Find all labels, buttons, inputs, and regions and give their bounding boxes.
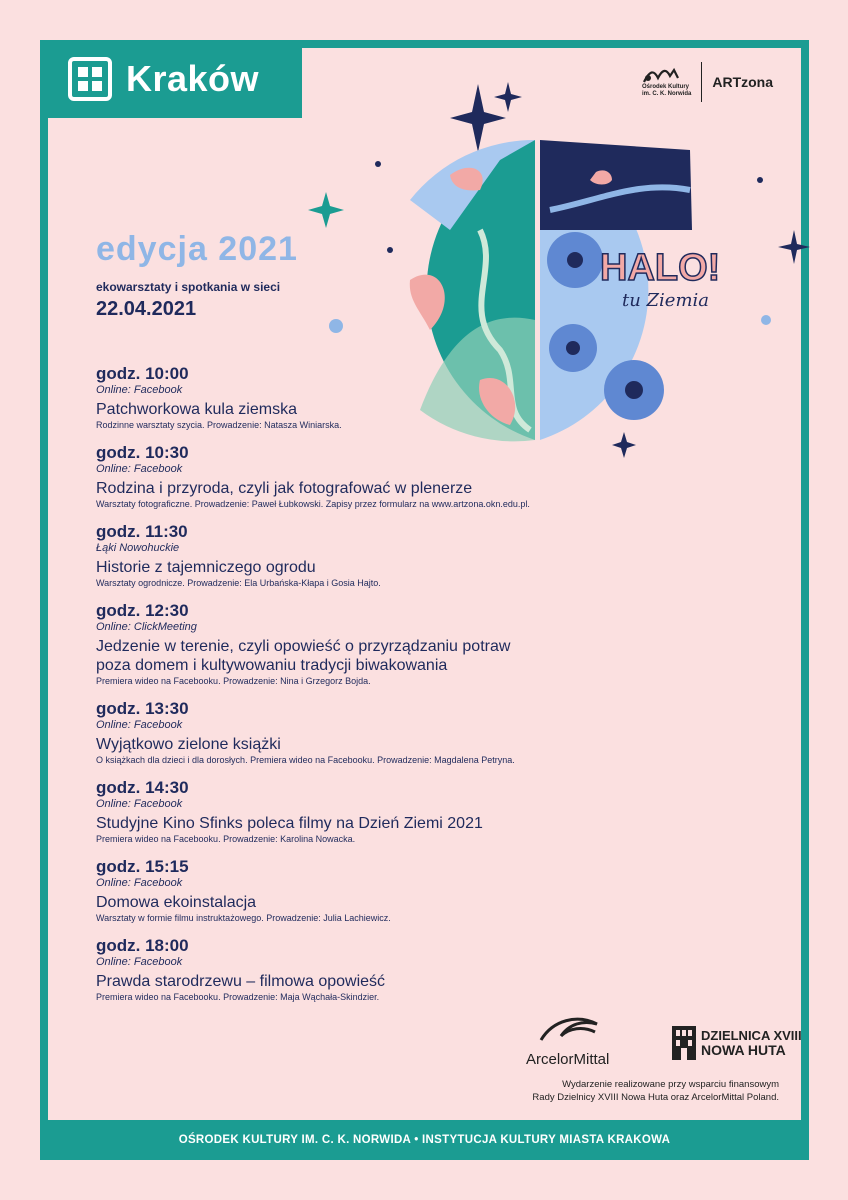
- event-description: O książkach dla dzieci i dla dorosłych. Premiera wideo na Facebooku. Prowadzenie: Magdalena Petryna.: [96, 755, 515, 765]
- arcelormittal-logo: [526, 1014, 609, 1068]
- event-title: Domowa ekoinstalacja: [96, 894, 257, 911]
- event-place: Łąki Nowohuckie: [96, 542, 180, 554]
- star-icon: [494, 82, 522, 112]
- event-title: Historie z tajemniczego ogrodu: [96, 559, 316, 576]
- ok-norwida-line1: Ośrodek Kultury: [642, 84, 690, 90]
- nowa-huta-building-icon: [672, 1026, 696, 1060]
- event-place: Online: ClickMeeting: [96, 621, 197, 633]
- event-place: Online: Facebook: [96, 463, 183, 475]
- event-description: Premiera wideo na Facebooku. Prowadzenie: Nina i Grzegorz Bojda.: [96, 676, 371, 686]
- event-place: Online: Facebook: [96, 719, 183, 731]
- artzona-logo: ARTzona: [712, 74, 774, 90]
- event-description: Warsztaty w formie filmu instruktażowego. Prowadzenie: Julia Lachiewicz.: [96, 913, 391, 923]
- event-item: [96, 699, 746, 766]
- funding-line2: Rady Dzielnicy XVIII Nowa Huta oraz ArcelorMittal Poland.: [532, 1092, 779, 1103]
- funding-line1: Wydarzenie realizowane przy wsparciu finansowym: [562, 1079, 779, 1090]
- event-place: Online: Facebook: [96, 877, 183, 889]
- event-time: godz. 10:30: [96, 443, 189, 462]
- krakow-logo-text: Kraków: [126, 58, 260, 99]
- footer-text: OŚRODEK KULTURY IM. C. K. NORWIDA • INSTYTUCJA KULTURY MIASTA KRAKOWA: [178, 1134, 671, 1146]
- event-item: [96, 857, 746, 924]
- event-description: Premiera wideo na Facebooku. Prowadzenie: Karolina Nowacka.: [96, 834, 356, 844]
- star-icon: [450, 84, 506, 152]
- event-title: Studyjne Kino Sfinks poleca filmy na Dzień Ziemi 2021: [96, 815, 483, 832]
- event-date: 22.04.2021: [96, 298, 197, 320]
- tu-ziemia-lettering: tu Ziemia: [622, 290, 710, 311]
- halo-lettering: HALO!: [600, 247, 721, 289]
- event-item: [96, 364, 746, 431]
- event-title: Prawda starodrzewu – filmowa opowieść: [96, 973, 386, 990]
- footer-bar: [40, 1120, 809, 1160]
- dzielnica-nowa-huta-logo: [672, 1026, 802, 1060]
- event-time: godz. 18:00: [96, 936, 189, 955]
- event-item: [96, 778, 746, 845]
- event-title: Patchworkowa kula ziemska: [96, 401, 297, 418]
- event-time: godz. 15:15: [96, 857, 189, 876]
- event-time: godz. 13:30: [96, 699, 189, 718]
- event-time: godz. 11:30: [96, 522, 188, 541]
- funding-note: [532, 1078, 779, 1104]
- event-place: Online: Facebook: [96, 798, 183, 810]
- event-item: [96, 443, 746, 510]
- event-title: Rodzina i przyroda, czyli jak fotografować w plenerze: [96, 480, 473, 497]
- event-description: Warsztaty fotograficzne. Prowadzenie: Paweł Łubkowski. Zapisy przez formularz na www.artzona.okn.edu.pl.: [96, 499, 530, 509]
- event-item: [96, 601, 746, 687]
- event-time: godz. 10:00: [96, 364, 189, 383]
- event-title: Wyjątkowo zielone książki: [96, 736, 281, 753]
- event-title: Jedzenie w terenie, czyli opowieść o przyrządzaniu potraw: [96, 638, 511, 655]
- ok-norwida-line2: im. C. K. Norwida: [642, 91, 692, 97]
- event-place: Online: Facebook: [96, 956, 183, 968]
- event-title-line2: poza domem i kultywowaniu tradycji biwakowania: [96, 657, 448, 674]
- event-item: [96, 522, 746, 589]
- arcelormittal-text: ArcelorMittal: [526, 1051, 610, 1068]
- edition-title: edycja 2021: [96, 230, 298, 268]
- event-time: godz. 14:30: [96, 778, 189, 797]
- arcelormittal-mark-icon: [533, 1014, 603, 1044]
- krakow-logo-icon: [68, 57, 112, 101]
- star-icon: [308, 192, 344, 228]
- event-description: Premiera wideo na Facebooku. Prowadzenie: Maja Wąchała-Skindzier.: [96, 992, 380, 1002]
- event-description: Warsztaty ogrodnicze. Prowadzenie: Ela Urbańska-Kłapa i Gosia Hajto.: [96, 578, 381, 588]
- event-item: [96, 936, 746, 1003]
- dzielnica-line2: NOWA HUTA: [701, 1042, 786, 1058]
- event-description: Rodzinne warsztaty szycia. Prowadzenie: Natasza Winiarska.: [96, 420, 342, 430]
- krakow-logo-bar: [40, 40, 302, 118]
- event-place: Online: Facebook: [96, 384, 183, 396]
- event-time: godz. 12:30: [96, 601, 189, 620]
- dzielnica-line1: DZIELNICA XVIII: [701, 1028, 802, 1043]
- star-icon: [778, 230, 810, 264]
- edition-subtitle: ekowarsztaty i spotkania w sieci: [96, 280, 281, 294]
- events-list: [96, 364, 746, 1015]
